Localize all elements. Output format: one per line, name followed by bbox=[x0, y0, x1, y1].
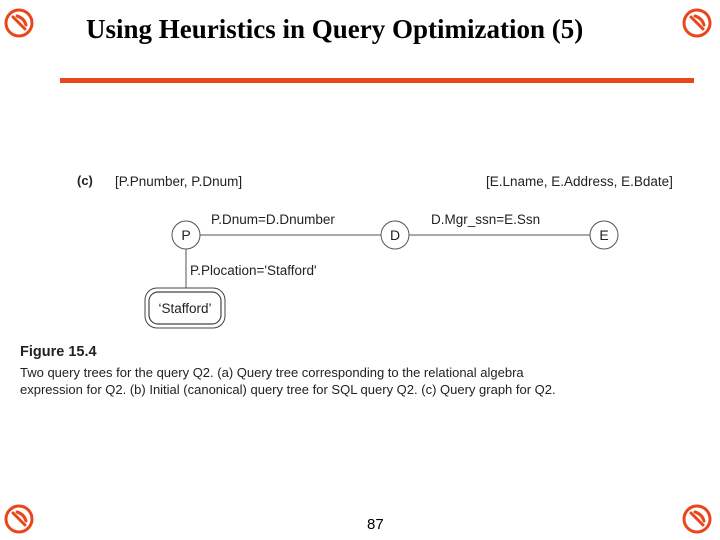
figure-caption bbox=[20, 344, 620, 398]
swirl-logo-icon bbox=[682, 504, 712, 534]
page-number: 87 bbox=[367, 516, 384, 533]
node-d bbox=[381, 221, 409, 249]
edge-label-p-constant: P.Plocation='Stafford' bbox=[190, 263, 317, 278]
figure-part-label: (c) bbox=[77, 173, 93, 188]
query-graph bbox=[0, 160, 720, 340]
slide-title: Using Heuristics in Query Optimization (5) bbox=[86, 14, 584, 44]
caption-line-1: Two query trees for the query Q2. (a) Query tree corresponding to the relational algebra bbox=[20, 365, 524, 380]
node-e bbox=[590, 221, 618, 249]
node-constant bbox=[145, 288, 225, 328]
swirl-logo-icon bbox=[682, 8, 712, 38]
caption-title: Figure 15.4 bbox=[20, 344, 97, 360]
swirl-logo-icon bbox=[4, 504, 34, 534]
node-e-label: E bbox=[599, 227, 609, 243]
projection-p-label: [P.Pnumber, P.Dnum] bbox=[115, 174, 243, 189]
projection-e-label: [E.Lname, E.Address, E.Bdate] bbox=[486, 174, 673, 189]
title-underline bbox=[60, 78, 694, 83]
edge-label-p-d: P.Dnum=D.Dnumber bbox=[211, 212, 335, 227]
node-p bbox=[172, 221, 200, 249]
edge-label-d-e: D.Mgr_ssn=E.Ssn bbox=[431, 212, 541, 227]
node-constant-label: ‘Stafford’ bbox=[158, 301, 212, 316]
swirl-logo-icon bbox=[4, 8, 34, 38]
node-d-label: D bbox=[389, 227, 401, 243]
node-p-label: P bbox=[181, 227, 191, 243]
caption-line-2: expression for Q2. (b) Initial (canonical) query tree for SQL query Q2. (c) Query graph for Q2. bbox=[20, 382, 556, 397]
